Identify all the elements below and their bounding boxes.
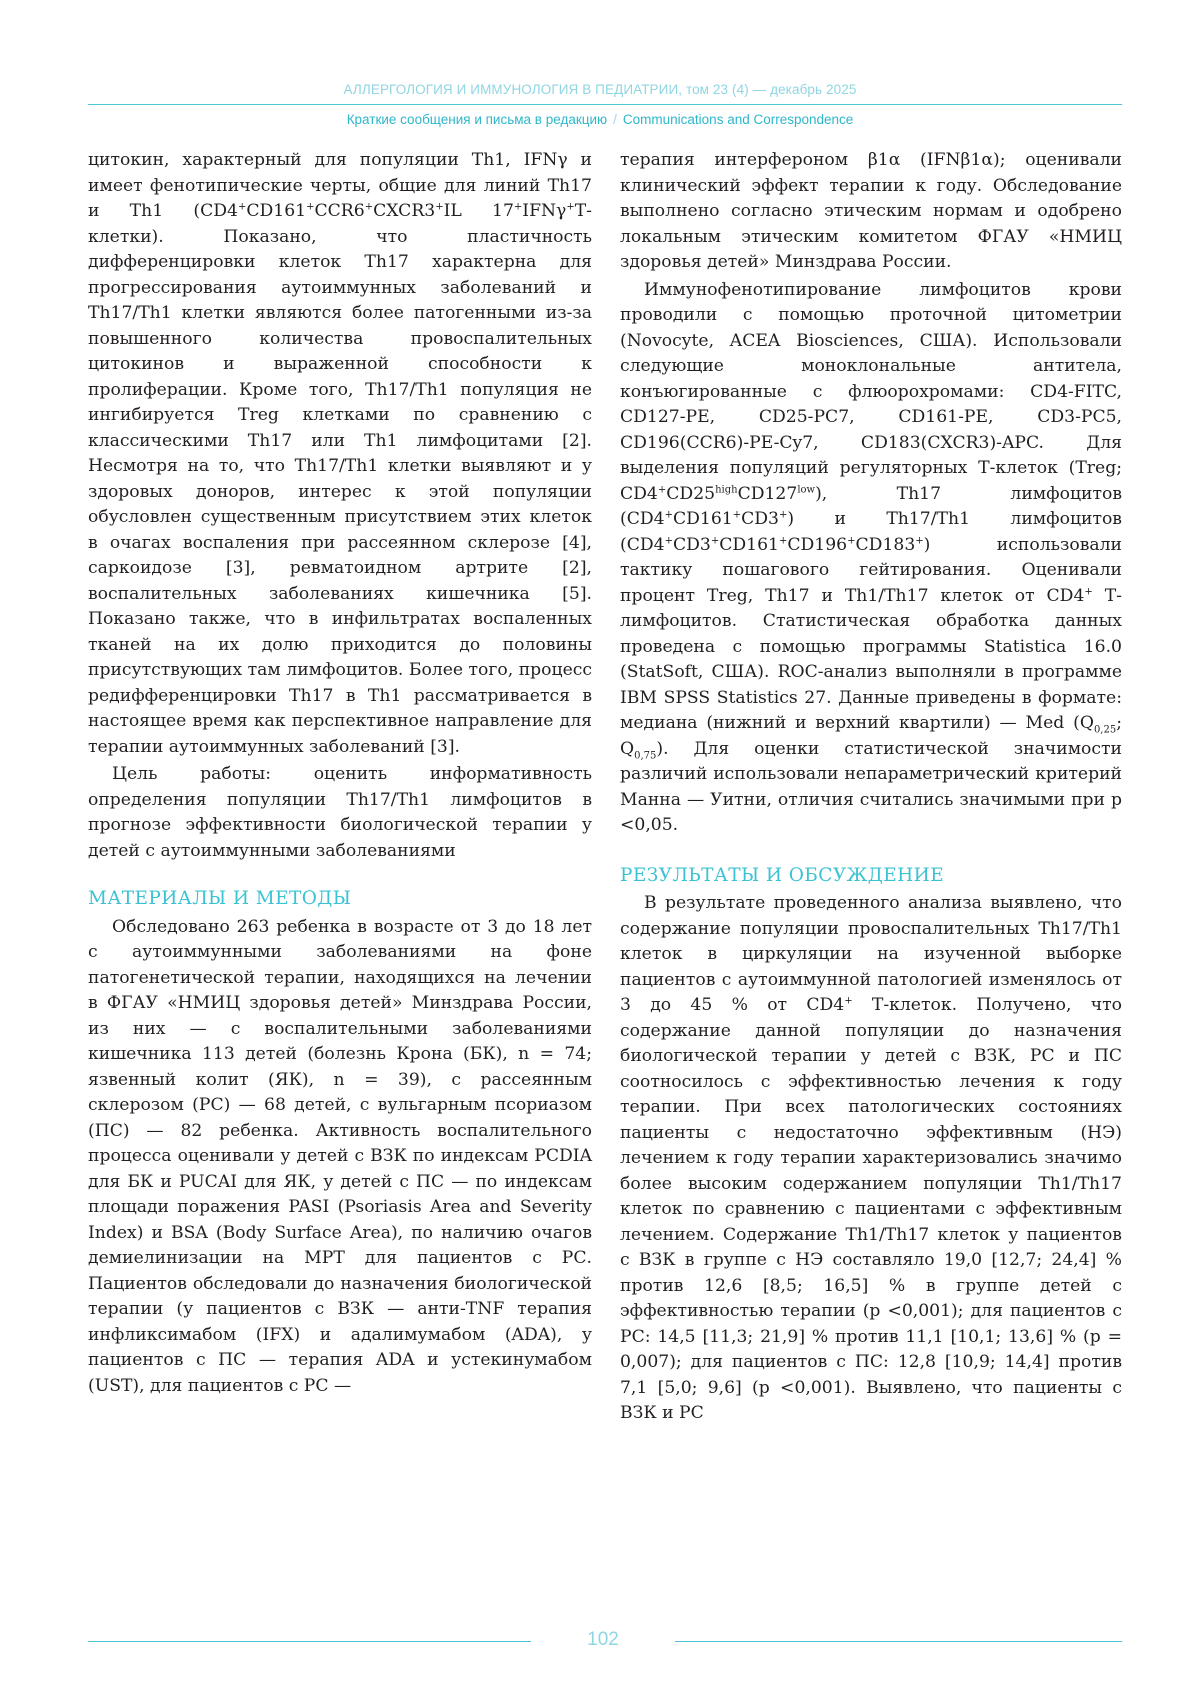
- aim-paragraph: Цель работы: оценить информативность определения популяции Th17/Th1 лимфоцитов в прогнозе эффективности биологической терапии у детей с аутоиммунными заболеваниями: [88, 764, 592, 861]
- methods-heading: МАТЕРИАЛЫ И МЕТОДЫ: [88, 888, 352, 909]
- journal-running-header: АЛЛЕРГОЛОГИЯ И ИММУНОЛОГИЯ В ПЕДИАТРИИ, том 23 (4) — декабрь 2025: [343, 82, 857, 97]
- results-heading: РЕЗУЛЬТАТЫ И ОБСУЖДЕНИЕ: [620, 864, 945, 886]
- immunophenotyping-paragraph: Иммунофенотипирование лимфоцитов крови проводили с помощью проточной цитометрии (Novocyte, ACEA Biosciences, США). Использовали следующие моноклональные антитела, конъюгированные с флюорохромами: CD4-FITC, CD127-PE, CD25-PC7, CD161-PE, CD3-PC5, CD196(CCR6)-PE-Cy7, CD183(CXCR3)-APC. Для выделения популяций регуляторных Т-клеток (Treg; $CD4^+CD25^{high}CD127^{low}$), Th17 лимфоцитов (CD4+CD161+CD3+) и Th17/Th1 лимфоцитов (CD4+CD3+CD161+CD196+CD183+) использовали тактику пошагового гейтирования. Оценивали процент Treg, Th17 и Th1/Th17 клеток от CD4+ Т-лимфоцитов. Статистическая обработка данных проведена с помощью программы Statistica 16.0 (StatSoft, США). ROC-анализ выполняли в программе IBM SPSS Statistics 27. Данные приведены в формате: медиана (нижний и верхний квартили) — Med ($Q_{0,25}$; $Q_{0,75}$). Для оценки статистической значимости различий использовали непараметрический критерий Манна — Уитни, отличия считались значимыми при p <0,05.: [620, 279, 1122, 835]
- page-number: 102: [587, 1629, 619, 1650]
- section-title-en: Communications and Correspondence: [622, 112, 854, 127]
- right-paragraph-1: терапия интерфероном β1α (IFNβ1α); оценивали клинический эффект терапии к году. Обследование выполнено согласно этическим нормам и одобрено локальным этическим комитетом ФГАУ «НМИЦ здоровья детей» Минздрава России.: [620, 150, 1122, 272]
- footer-rule-right: [675, 1641, 1122, 1642]
- methods-paragraph: Обследовано 263 ребенка в возрасте от 3 до 18 лет с аутоиммунными заболеваниями на фоне патогенетической терапии, находящихся на лечении в ФГАУ «НМИЦ здоровья детей» Минздрава России, из них — с воспалительными заболеваниями кишечника 113 детей (болезнь Крона (БК), n = 74; язвенный колит (ЯК), n = 39), с рассеянным склерозом (РС) — 68 детей, с вульгарным псориазом (ПС) — 82 ребенка. Активность воспалительного процесса оценивали у детей с ВЗК по индексам PCDIA для БК и PUCAI для ЯК, у детей с ПС — по индексам площади поражения PASI (Psoriasis Area and Severity Index) и BSA (Body Surface Area), по наличию очагов демиелинизации на МРТ для пациентов с РС. Пациентов обследовали до назначения биологической терапии (у пациентов с ВЗК — анти-TNF терапия инфликсимабом (IFX) и адалимумабом (ADA), у пациентов с ПС — терапия ADA и устекинумабом (UST), для пациентов с РС —: [88, 916, 592, 1396]
- footer-rule-left: [88, 1641, 531, 1642]
- section-separator: /: [613, 112, 617, 127]
- right-column: [620, 148, 1122, 1427]
- left-column: [88, 148, 592, 1399]
- left-paragraph-1: цитокин, характерный для популяции Th1, IFNγ и имеет фенотипические черты, общие для линий Th17 и Th1 (CD4+CD161+CCR6+CXCR3+IL 17+IFNγ+Т-клетки). Показано, что пластичность дифференцировки клеток Th17 характерна для прогрессирования аутоиммунных заболеваний и Th17/Th1 клетки являются более патогенными из-за повышенного количества провоспалительных цитокинов и выраженной способности к пролиферации. Кроме того, Th17/Th1 популяция не ингибируется Treg клетками по сравнению с классическими Th17 или Th1 лимфоцитами [2]. Несмотря на то, что Th17/Th1 клетки выявляют и у здоровых доноров, интерес к этой популяции обусловлен существенным присутствием этих клеток в очагах воспаления при рассеянном склерозе [4], саркоидозе [3], ревматоидном артрите [2], воспалительных заболеваниях кишечника [5]. Показано также, что в инфильтратах воспаленных тканей на их долю приходится до половины присутствующих там лимфоцитов. Более того, процесс редифференцировки Th17 в Th1 рассматривается в настоящее время как перспективное направление для терапии аутоиммунных заболеваний [3].: [88, 150, 592, 757]
- results-paragraph: В результате проведенного анализа выявлено, что содержание популяции провоспалительных Th17/Th1 клеток в циркуляции на изученной выборке пациентов с аутоиммунной патологией изменялось от 3 до 45 % от CD4+ Т-клеток. Получено, что содержание данной популяции до назначения биологической терапии у детей с ВЗК, РС и ПС соотносилось с эффективностью лечения к году терапии. При всех патологических состояниях пациенты с недостаточно эффективным (НЭ) лечением к году терапии характеризовались значимо более высоким содержанием популяции Th1/Th17 клеток по сравнению с пациентами с эффективным лечением. Содержание Th1/Th17 клеток у пациентов с ВЗК в группе с НЭ составляло 19,0 [12,7; 24,4] % против 12,6 [8,5; 16,5] % в группе детей с эффективностью терапии (p <0,001); для пациентов с РС: 14,5 [11,3; 21,9] % против 11,1 [10,1; 13,6] % (p = 0,007); для пациентов с ПС: 12,8 [10,9; 14,4] против 7,1 [5,0; 9,6] (p <0,001). Выявлено, что пациенты с ВЗК и РС: [620, 893, 1122, 1423]
- header-rule: [88, 104, 1122, 105]
- section-header: [0, 112, 1200, 127]
- section-title-ru: Краткие сообщения и письма в редакцию: [346, 112, 608, 127]
